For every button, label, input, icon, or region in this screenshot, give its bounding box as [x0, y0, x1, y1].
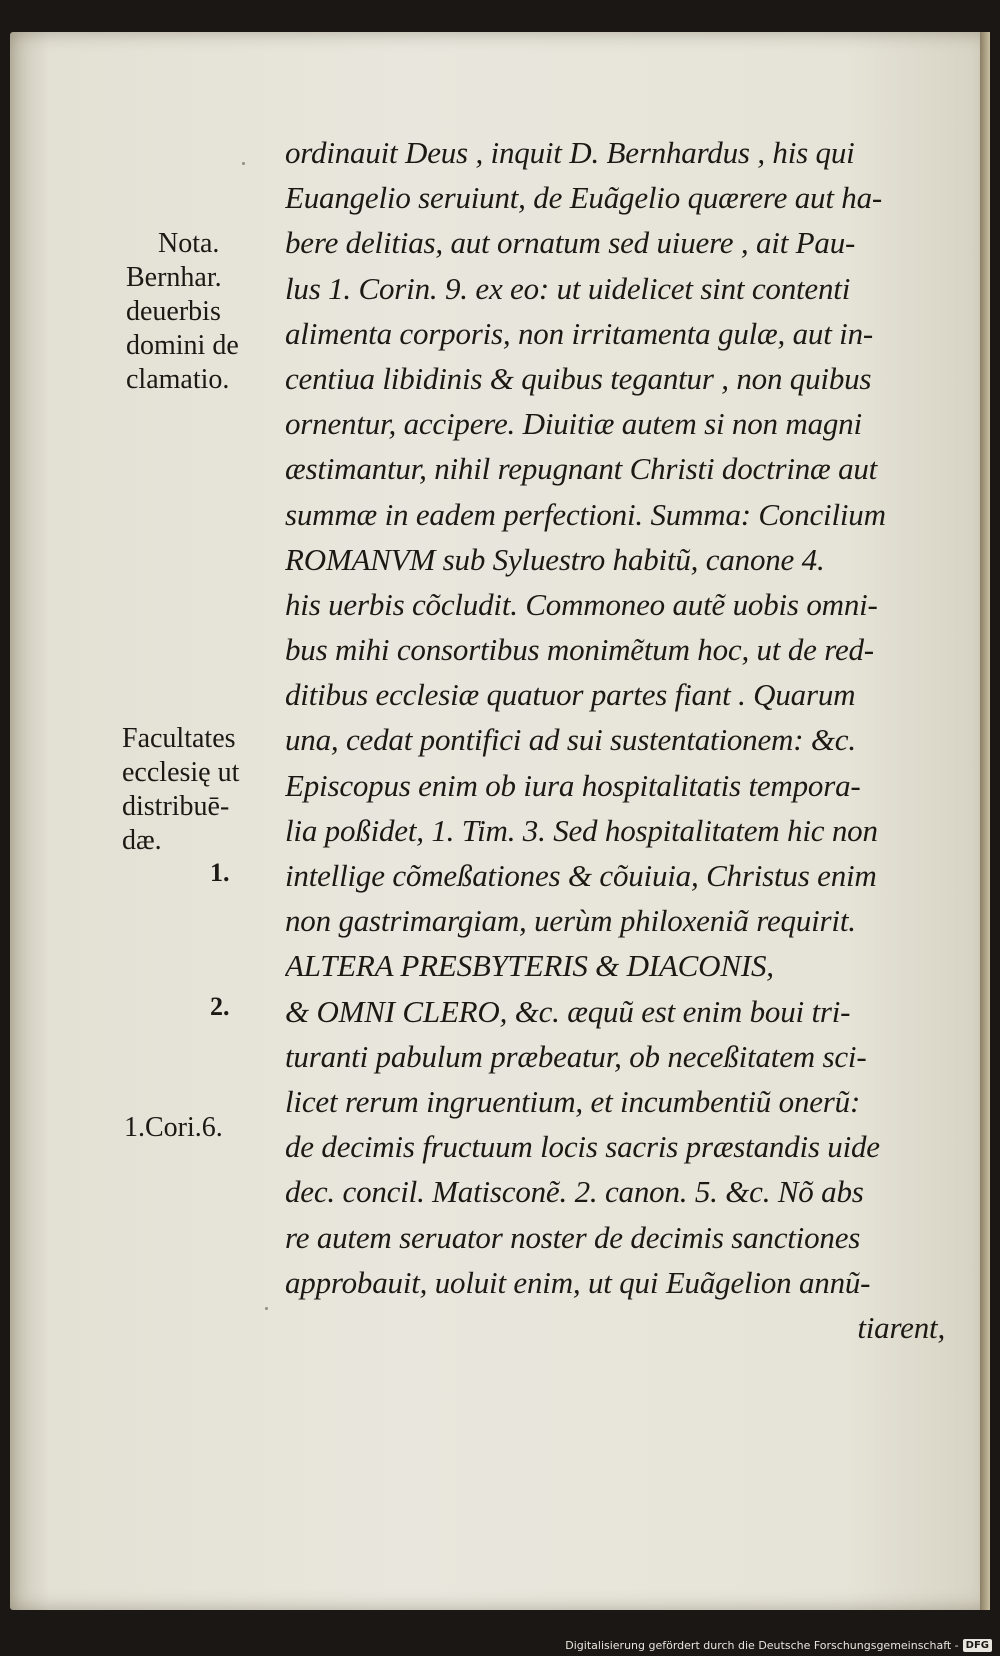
text-line: ordinauit Deus , inquit D. Bernhardus , his qui — [285, 135, 855, 170]
text-line: æstimantur, nihil repugnant Christi doctrinæ aut — [285, 451, 878, 487]
text-line: ornentur, accipere. Diuitiæ autem si non magni — [285, 406, 862, 442]
margin-note-line: Nota. — [158, 228, 220, 259]
margin-note-line: ecclesię ut — [122, 757, 240, 788]
text-line: re autem seruator noster de decimis sanctiones — [285, 1219, 861, 1255]
text-line: approbauit, uoluit enim, ut qui Euãgelion annũ- — [285, 1264, 871, 1300]
ink-speck — [242, 162, 245, 165]
text-line: summæ in eadem perfectioni. Summa: Concilium — [285, 496, 886, 532]
catchword: tiarent, — [857, 1309, 945, 1345]
margin-note-line: deuerbis — [126, 296, 221, 327]
text-line: & OMNI CLERO, &c. æquũ est enim boui tri- — [285, 993, 851, 1029]
dfg-logo: DFG — [963, 1639, 992, 1652]
text-line: dec. concil. Matisconẽ. 2. canon. 5. &c. Nõ abs — [285, 1174, 864, 1210]
text-line: Episcopus enim ob iura hospitalitatis tempora- — [285, 767, 861, 803]
margin-note-line: distribuē- — [122, 791, 230, 822]
text-line: intellige cõmeßationes & cõuiuia, Christus enim — [285, 858, 877, 893]
margin-note-facultates — [122, 722, 239, 858]
digitization-footer — [565, 1639, 992, 1652]
margin-marker-2: 2. — [210, 992, 230, 1021]
margin-note-line: dæ. — [122, 825, 162, 856]
margin-note-line: domini de — [126, 330, 239, 361]
text-line: una, cedat pontifici ad sui sustentationem: &c. — [285, 722, 856, 758]
footer-text: Digitalisierung gefördert durch die Deutsche Forschungsgemeinschaft - — [565, 1639, 959, 1652]
text-line: ALTERA PRESBYTERIS & DIACONIS, — [285, 948, 774, 984]
text-line: alimenta corporis, non irritamenta gulæ, aut in- — [285, 315, 874, 351]
text-line: non gastrimargiam, uerùm philoxeniã requirit. — [285, 903, 856, 939]
ink-speck — [265, 1307, 268, 1310]
text-line: ditibus ecclesiæ quatuor partes fiant . Quarum — [285, 677, 856, 713]
text-line: Euangelio seruiunt, de Euãgelio quærere aut ha- — [285, 180, 883, 216]
text-line: de decimis fructuum locis sacris præstandis uide — [285, 1129, 880, 1165]
text-line: centiua libidinis & quibus tegantur , non quibus — [285, 360, 872, 396]
text-line: licet rerum ingruentium, et incumbentiũ onerũ: — [285, 1083, 861, 1119]
page-gutter-edge — [980, 32, 990, 1610]
margin-note-nota — [126, 227, 239, 397]
text-line: ROMANVM sub Syluestro habitũ, canone 4. — [285, 541, 825, 577]
text-line: bere delitias, aut ornatum sed uiuere , ait Pau- — [285, 225, 856, 261]
body-text — [285, 130, 945, 1350]
margin-note-line: Bernhar. — [126, 262, 222, 293]
text-line: bus mihi consortibus monimẽtum hoc, ut de red- — [285, 632, 874, 668]
text-line: lia poßidet, 1. Tim. 3. Sed hospitalitatem hic non — [285, 812, 878, 848]
margin-note-line: Facultates — [122, 723, 236, 754]
text-line: his uerbis cõcludit. Commoneo autẽ uobis omni- — [285, 586, 878, 622]
margin-note-line: clamatio. — [126, 364, 230, 395]
text-line: lus 1. Corin. 9. ex eo: ut uidelicet sint contenti — [285, 270, 851, 306]
text-line: turanti pabulum præbeatur, ob neceßitatem sci- — [285, 1038, 867, 1074]
margin-marker-1: 1. — [210, 858, 230, 887]
margin-note-cori: 1.Cori.6. — [124, 1112, 223, 1143]
